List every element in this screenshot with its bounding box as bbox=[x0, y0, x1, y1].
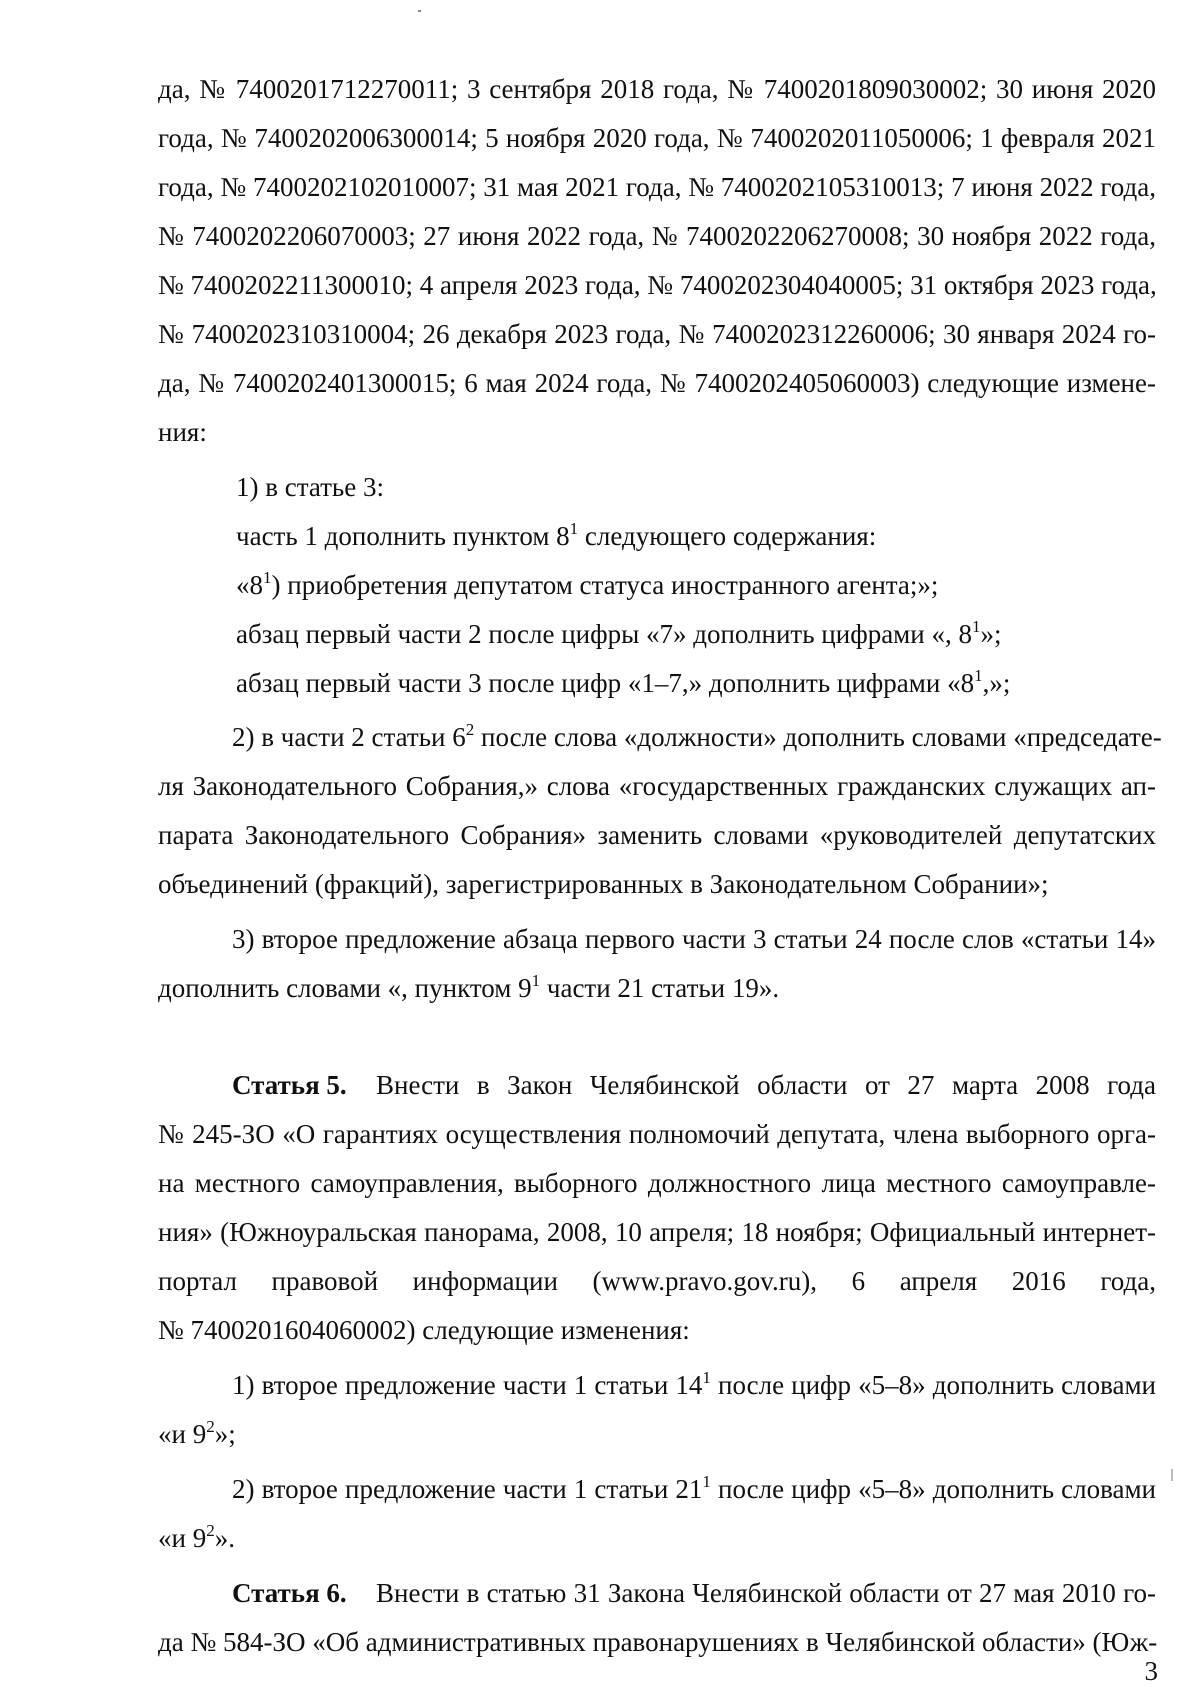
article-heading-line bbox=[232, 1576, 1156, 1610]
text-line: абзац первый части 3 после цифр «1–7,» дополнить цифрами «$8^1$,»; bbox=[236, 666, 1011, 698]
text-line: № 7400202310310004; 26 декабря 2023 года, № 7400202312260006; 30 января 2024 го- bbox=[158, 319, 1156, 349]
text-line: дополнить словами «, пунктом $9^1$ части 21 статьи 19». bbox=[158, 971, 780, 1003]
list-item: 2) второе предложение части 1 статьи $21^1$ после цифр «5–8» дополнить словами bbox=[232, 1472, 1156, 1504]
text-line: № 245-ЗО «О гарантиях осуществления полномочий депутата, члена выборного орга- bbox=[158, 1119, 1156, 1149]
list-item: 1) в статье 3: bbox=[236, 472, 384, 502]
scan-artifact bbox=[418, 10, 421, 12]
list-item: 3) второе предложение абзаца первого части 3 статьи 24 после слов «статьи 14» bbox=[232, 924, 1156, 954]
text-line: да, № 7400201712270011; 3 сентября 2018 года, № 7400201809030002; 30 июня 2020 bbox=[158, 74, 1156, 104]
text-line: года, № 7400202006300014; 5 ноября 2020 года, № 7400202011050006; 1 февраля 2021 bbox=[158, 123, 1156, 153]
text-line: да, № 7400202401300015; 6 мая 2024 года, № 7400202405060003) следующие измене- bbox=[158, 368, 1156, 398]
list-item: 1) второе предложение части 1 статьи $14^1$ после цифр «5–8» дополнить словами bbox=[232, 1368, 1156, 1400]
text-line: да № 584-ЗО «Об административных правонарушениях в Челябинской области» (Юж- bbox=[158, 1627, 1158, 1657]
text-line: ния» (Южноуральская панорама, 2008, 10 апреля; 18 ноября; Официальный интернет- bbox=[158, 1217, 1156, 1247]
text-line: Внести в статью 31 Закона Челябинской области от 27 мая 2010 го- bbox=[376, 1578, 1156, 1608]
text-line: парата Законодательного Собрания» заменить словами «руководителей депутатских bbox=[158, 820, 1156, 850]
text-line: часть 1 дополнить пунктом $8^1$ следующего содержания: bbox=[236, 519, 877, 551]
text-line: «$8^1$) приобретения депутатом статуса иностранного агента;»; bbox=[236, 568, 939, 600]
text-line: ния: bbox=[158, 417, 207, 447]
article-heading-line bbox=[232, 1068, 1156, 1102]
text-line: № 7400202206070003; 27 июня 2022 года, № 7400202206270008; 30 ноября 2022 года, bbox=[158, 221, 1156, 251]
article-heading: Статья 6. bbox=[232, 1578, 347, 1608]
text-line: № 7400202211300010; 4 апреля 2023 года, № 7400202304040005; 31 октября 2023 года, bbox=[158, 270, 1157, 300]
text-line: объединений (фракций), зарегистрированных в Законодательном Собрании»; bbox=[158, 869, 1049, 899]
text-line: «и $9^2$». bbox=[158, 1521, 235, 1553]
text-line: года, № 7400202102010007; 31 мая 2021 года, № 7400202105310013; 7 июня 2022 года, bbox=[158, 172, 1156, 202]
text-line: Внести в Закон Челябинской области от 27 марта 2008 года bbox=[376, 1070, 1156, 1100]
text-line: «и $9^2$»; bbox=[158, 1417, 236, 1449]
list-item: 2) в части 2 статьи $6^2$ после слова «должности» дополнить словами «председате- bbox=[232, 720, 1162, 752]
text-line: № 7400201604060002) следующие изменения: bbox=[158, 1315, 690, 1345]
text-line: портал правовой информации (www.pravo.gov.ru), 6 апреля 2016 года, bbox=[158, 1266, 1156, 1296]
text-line: ля Законодательного Собрания,» слова «государственных гражданских служащих ап- bbox=[158, 771, 1156, 801]
text-line: абзац первый части 2 после цифры «7» дополнить цифрами «, $8^1$»; bbox=[236, 617, 1002, 649]
article-heading: Статья 5. bbox=[232, 1070, 347, 1100]
text-line: на местного самоуправления, выборного должностного лица местного самоуправле- bbox=[158, 1168, 1156, 1198]
page-number: 3 bbox=[1144, 1656, 1158, 1686]
scan-artifact bbox=[1171, 1469, 1173, 1481]
